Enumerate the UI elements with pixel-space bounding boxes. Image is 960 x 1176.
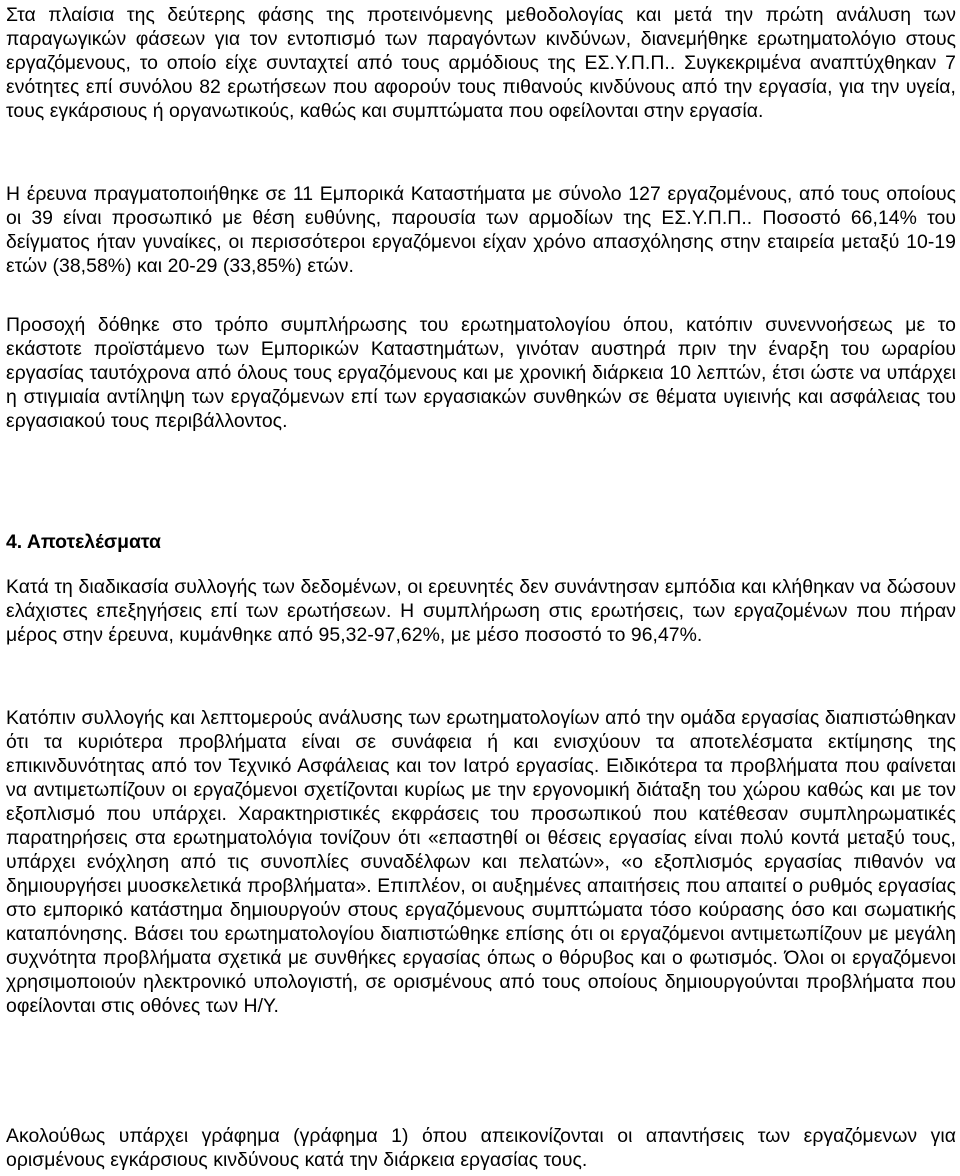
paragraph-completion-procedure: Προσοχή δόθηκε στο τρόπο συμπλήρωσης του ερωτηματολογίου όπου, κατόπιν συνεννοήσεως με το εκάστοτε προϊστάμενο των Εμπορικών Καταστημάτων, γινόταν αυστηρά πριν την έναρξη του ωραρίου εργασίας ταυτόχρονα από όλους τους εργαζόμενους και με χρονική διάρκεια 10 λεπτών, έτσι ώστε να υπάρχει η στιγμιαία αντίληψη των εργαζόμενων επί των εργασιακών συνθηκών σε θέματα υγιεινής και ασφάλειας του εργασιακού τους περιβάλλοντος. [6,314,956,432]
paragraph-survey-sample: Η έρευνα πραγματοποιήθηκε σε 11 Εμπορικά Καταστήματα με σύνολο 127 εργαζομένους, από τους οποίους οι 39 είναι προσωπικό με θέση ευθύνης, παρουσία των αρμοδίων της ΕΣ.Υ.Π.Π.. Ποσοστό 66,14% του δείγματος ήταν γυναίκες, οι περισσότεροι εργαζόμενοι είχαν χρόνο απασχόλησης στην εταιρεία μεταξύ 10-19 ετών (38,58%) και 20-29 (33,85%) ετών. [6,183,956,277]
paragraph-methodology: Στα πλαίσια της δεύτερης φάσης της προτεινόμενης μεθοδολογίας και μετά την πρώτη ανάλυση των παραγωγικών φάσεων για τον εντοπισμό των παραγόντων κινδύνων, διανεμήθηκε ερωτηματολόγιο στους εργαζόμενους, το οποίο είχε συνταχτεί από τους αρμόδιους της ΕΣ.Υ.Π.Π.. Συγκεκριμένα αναπτύχθηκαν 7 ενότητες επί συνόλου 82 ερωτήσεων που αφορούν τους πιθανούς κινδύνους από την εργασία, για την υγεία, τους εγκάρσιους ή οργανωτικούς, καθώς και συμπτώματα που οφείλονται στην εργασία. [6,4,956,122]
section-heading-results: 4. Αποτελέσματα [6,531,161,553]
paragraph-analysis-findings: Κατόπιν συλλογής και λεπτομερούς ανάλυσης των ερωτηματολογίων από την ομάδα εργασίας διαπιστώθηκαν ότι τα κυριότερα προβλήματα είναι σε συνάφεια ή και ενισχύουν τα αποτελέσματα εκτίμησης της επικινδυνότητας από τον Τεχνικό Ασφάλειας και τον Ιατρό εργασίας. Ειδικότερα τα προβλήματα που φαίνεται να αντιμετωπίζουν οι εργαζόμενοι σχετίζονται κυρίως με την εργονομική διάταξη του χώρου καθώς και με τον εξοπλισμό που υπάρχει. Χαρακτηριστικές εκφράσεις του προσωπικού που κατέθεσαν συμπληρωματικές παρατηρήσεις στα ερωτηματολόγια τονίζουν ότι «επαστηθί οι θέσεις εργασίας είναι πολύ κοντά μεταξύ τους, υπάρχει ενόχληση από τις συνοπλίες συναδέλφων και πελατών», «ο εξοπλισμός εργασίας πιθανόν να δημιουργήσει μυοσκελετικά προβλήματα». Επιπλέον, οι αυξημένες απαιτήσεις που απαιτεί ο ρυθμός εργασίας στο εμπορικό κατάστημα δημιουργούν στους εργαζόμενους συμπτώματα τόσο κούρασης όσο και σωματικής καταπόνησης. Βάσει του ερωτηματολογίου διαπιστώθηκε επίσης ότι οι εργαζόμενοι αντιμετωπίζουν με μεγάλη συχνότητα προβλήματα σχετικά με συνθήκες εργασίας όπως ο θόρυβος και ο φωτισμός. Όλοι οι εργαζόμενοι χρησιμοποιούν ηλεκτρονικό υπολογιστή, σε ορισμένους από τους οποίους δημιουργούνται προβλήματα που οφείλονται στις οθόνες των Η/Υ. [6,707,956,1017]
paragraph-chart-intro: Ακολούθως υπάρχει γράφημα (γράφημα 1) όπου απεικονίζονται οι απαντήσεις των εργαζόμενων για ορισμένους εγκάρσιους κινδύνους κατά την διάρκεια εργασίας τους. [6,1125,956,1171]
paragraph-data-collection: Κατά τη διαδικασία συλλογής των δεδομένων, οι ερευνητές δεν συνάντησαν εμπόδια και κλήθηκαν να δώσουν ελάχιστες επεξηγήσεις επί των ερωτήσεων. Η συμπλήρωση στις ερωτήσεις, των εργαζομένων που πήραν μέρος στην έρευνα, κυμάνθηκε από 95,32-97,62%, με μέσο ποσοστό το 96,47%. [6,576,956,646]
